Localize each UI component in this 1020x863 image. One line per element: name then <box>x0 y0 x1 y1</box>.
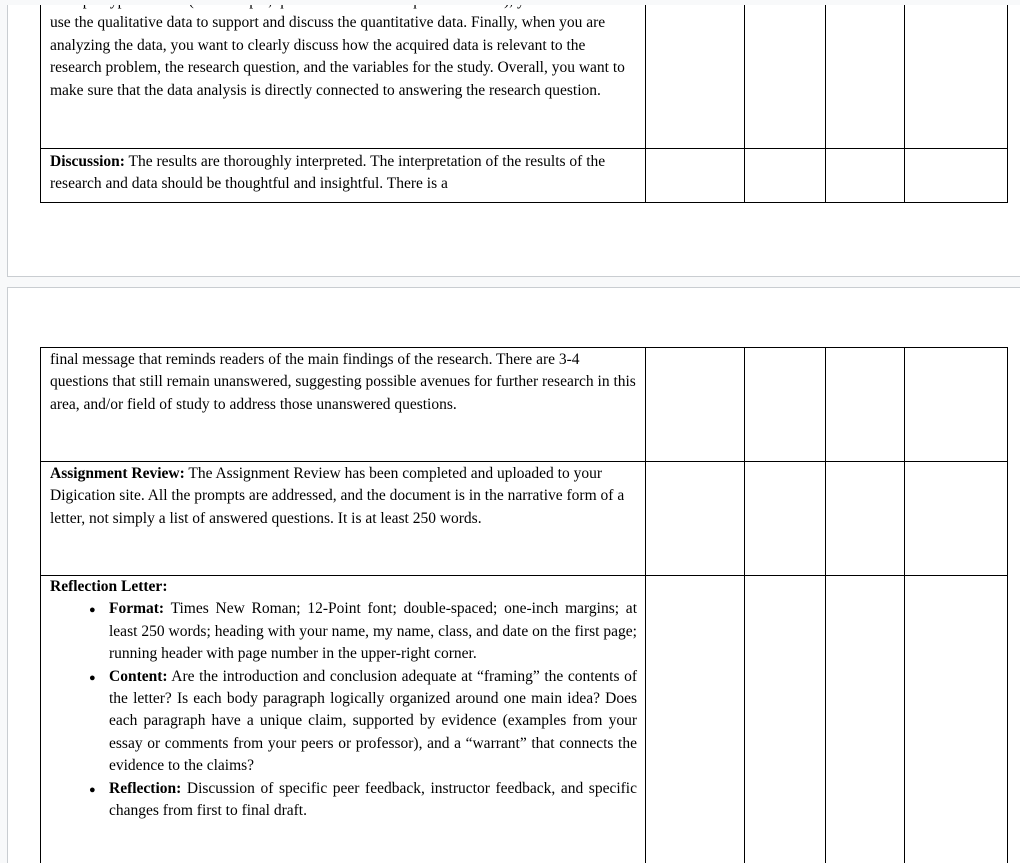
bullet-icon: ● <box>89 783 96 796</box>
score-cell <box>904 149 1001 202</box>
criterion-label: Reflection Letter: <box>50 578 168 595</box>
score-cell <box>744 0 825 148</box>
table-row <box>41 348 1007 461</box>
criterion-text <box>50 462 637 530</box>
criterion-body: The Assignment Review has been completed and uploaded to your Digication site. All the prompts are addressed, and the document is in the narrative form of a letter, not simply a list of answered questions. It is at least 250 words. <box>50 465 625 527</box>
criterion-cell <box>41 0 645 148</box>
table-row <box>41 461 1007 575</box>
bullet-label: Format: <box>109 600 165 618</box>
score-cell <box>825 0 904 148</box>
rubric-table-page1 <box>40 0 1008 203</box>
list-item-reflection <box>50 778 637 823</box>
score-cell <box>645 0 744 148</box>
score-cell <box>904 0 1001 148</box>
criterion-text: use the qualitative data to support and discuss the quantitative data. Finally, when you are analyzing the data, you want to clearly discuss how the acquired data is relevant to the research problem, the research question, and the variables for the study. Overall, you want to make sure that the data analysis is directly connected to answering the research question. <box>50 14 625 99</box>
score-cell <box>744 348 825 461</box>
score-cell <box>904 462 1001 575</box>
score-cell <box>645 462 744 575</box>
table-row <box>41 148 1007 202</box>
score-cell <box>904 348 1001 461</box>
score-cell <box>645 348 744 461</box>
bullet-label: Reflection: <box>109 779 182 797</box>
criterion-label: Discussion: <box>50 153 125 170</box>
criterion-label: Assignment Review: <box>50 465 185 482</box>
list-item-content <box>50 666 637 778</box>
rubric-table-page2 <box>40 347 1008 863</box>
criterion-heading <box>50 576 637 598</box>
score-cell <box>744 149 825 202</box>
table-row <box>41 0 1007 148</box>
criterion-text: final message that reminds readers of the main findings of the research. There are 3-4 questions that still remain unanswered, suggesting possible avenues for further research in this area, and/or field of study to address those unanswered questions. <box>50 351 636 413</box>
table-row <box>41 575 1007 863</box>
criterion-text <box>50 149 637 196</box>
score-cell <box>744 576 825 863</box>
score-cell <box>825 149 904 202</box>
criterion-cell <box>41 149 645 202</box>
list-item-format <box>50 598 637 665</box>
score-cell <box>645 576 744 863</box>
score-cell <box>825 462 904 575</box>
top-gap <box>0 0 1020 5</box>
criterion-body: The results are thoroughly interpreted. The interpretation of the results of the research and data should be thoughtful and insightful. There is a <box>50 153 606 193</box>
criterion-cell <box>41 462 645 575</box>
score-cell <box>825 576 904 863</box>
bullet-body: Times New Roman; 12-Point font; double-spaced; one-inch margins; at least 250 words; heading with your name, my name, class, and date on the first page; running header with page number in the upper-right corner. <box>109 600 637 663</box>
score-cell <box>645 149 744 202</box>
bullet-icon: ● <box>89 671 96 684</box>
bullet-icon: ● <box>89 604 96 617</box>
criterion-cell <box>41 348 645 461</box>
bullet-label: Content: <box>109 667 168 685</box>
score-cell <box>904 576 1001 863</box>
score-cell <box>825 348 904 461</box>
criterion-cell <box>41 576 645 863</box>
bullet-body: Are the introduction and conclusion adequate at “framing” the contents of the letter? Is each body paragraph logically organized around one main idea? Does each paragraph have a unique claim, supported by evidence (examples from your essay or comments from your peers or professor), and a “warrant” that connects the evidence to the claims? <box>109 667 637 775</box>
bullet-body: Discussion of specific peer feedback, instructor feedback, and specific changes from first to final draft. <box>109 779 637 820</box>
score-cell <box>744 462 825 575</box>
